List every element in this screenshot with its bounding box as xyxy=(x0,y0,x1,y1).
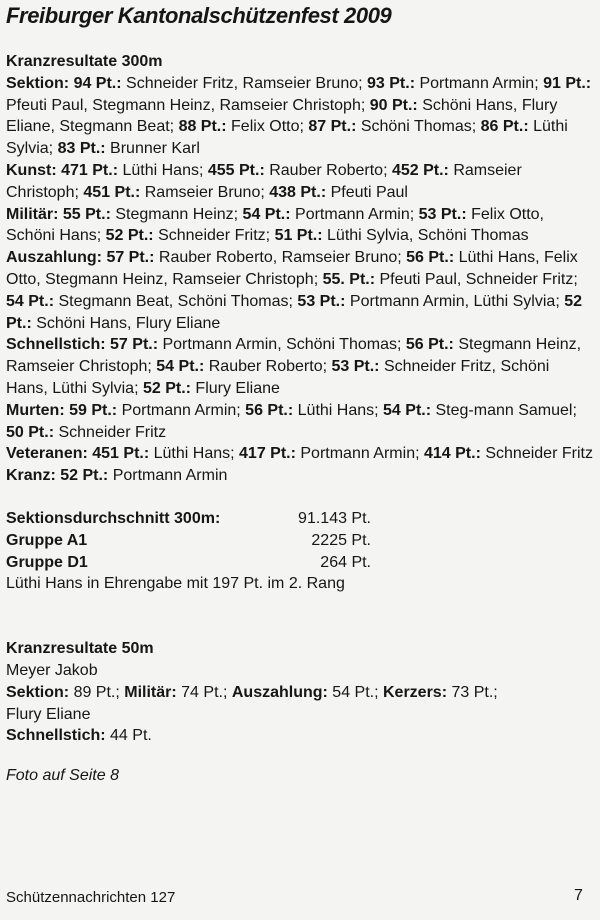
result-paragraph xyxy=(6,443,594,465)
result-names: Schneider Fritz; xyxy=(158,227,275,245)
result-score: 86 Pt.: xyxy=(480,118,534,136)
result-score: 91 Pt.: xyxy=(543,74,592,92)
section-300m-results xyxy=(6,73,594,487)
result-score: 52 Pt.: xyxy=(6,292,582,332)
result-names: Flury Eliane xyxy=(6,705,91,723)
result-names: Lüthi Hans; xyxy=(153,445,240,463)
result-names: Portmann Armin; xyxy=(419,74,544,92)
result-names: 73 Pt.; xyxy=(451,683,498,701)
stats-block xyxy=(6,508,594,595)
result-score: 87 Pt.: xyxy=(308,118,361,136)
result-names: Rauber Roberto; xyxy=(269,161,392,179)
result-names: Lüthi Sylvia, Schöni Thomas xyxy=(327,227,529,245)
result-names: Steg-mann Samuel; xyxy=(435,401,577,419)
result-names: Stegmann Beat, Schöni Thomas; xyxy=(58,292,298,310)
result-paragraph xyxy=(6,682,594,704)
result-names: Schneider Fritz, Schöni Hans, Lüthi Sylvia; xyxy=(6,358,550,397)
result-score: 93 Pt.: xyxy=(367,74,420,92)
result-names: Ramseier Christoph; xyxy=(6,161,522,201)
result-score: 417 Pt.: xyxy=(239,445,301,463)
result-names: Portmann Armin; xyxy=(300,445,424,463)
result-names: Pfeuti Paul, Schneider Fritz; xyxy=(379,270,578,288)
page-number: 7 xyxy=(574,887,583,904)
result-names: Stegmann Heinz; xyxy=(115,205,243,223)
result-score: 54 Pt.: xyxy=(156,358,209,376)
result-names: Rauber Roberto, Ramseier Bruno; xyxy=(158,249,407,267)
result-names: Schneider Fritz xyxy=(58,423,167,441)
result-paragraph xyxy=(6,400,594,444)
result-score: Schnellstich: 57 Pt.: xyxy=(6,336,163,354)
result-score: Auszahlung: xyxy=(231,683,333,701)
result-names: Rauber Roberto; xyxy=(208,358,332,376)
photo-credit: Foto auf Seite 8 xyxy=(6,767,119,785)
result-names: Ramseier Bruno; xyxy=(144,183,270,201)
page-title: Freiburger Kantonalschützenfest 2009 xyxy=(6,3,392,28)
result-names: Brunner Karl xyxy=(110,140,200,158)
result-names: 74 Pt.; xyxy=(181,683,232,701)
stat-row xyxy=(6,530,594,552)
result-score: 56 Pt.: xyxy=(405,336,459,354)
result-names: Portmann Armin; xyxy=(121,401,246,419)
result-names: Schöni Hans, Flury Eliane xyxy=(36,314,221,332)
result-score: 52 Pt.: xyxy=(105,227,159,245)
result-names: Felix Otto; xyxy=(231,118,309,136)
result-score: 414 Pt.: xyxy=(423,445,486,463)
result-score: 83 Pt.: xyxy=(57,140,111,158)
result-names: Schöni Thomas; xyxy=(360,118,481,136)
result-score: 54 Pt.: xyxy=(242,205,296,223)
result-paragraph xyxy=(6,334,594,399)
result-names: Schneider Fritz, Ramseier Bruno; xyxy=(126,74,368,92)
result-paragraph xyxy=(6,160,594,204)
result-names: Pfeuti Paul, Stegmann Heinz, Ramseier Christoph; xyxy=(6,96,370,114)
results-body xyxy=(6,51,594,787)
result-score: Militär: xyxy=(124,683,182,701)
stat-row xyxy=(6,552,594,574)
result-paragraph xyxy=(6,725,594,747)
result-score: Schnellstich: xyxy=(6,727,111,745)
result-names: 54 Pt.; xyxy=(332,683,383,701)
section-50m-heading: Kranzresultate 50m xyxy=(6,640,154,658)
result-names: Portmann Armin; xyxy=(295,205,419,223)
stat-label: Sektionsdurchschnitt 300m: xyxy=(6,509,221,527)
footer-publication: Schützennachrichten 127 xyxy=(6,889,176,906)
result-names: Lüthi Hans, Felix Otto, Stegmann Heinz, Ramseier Christoph; xyxy=(6,249,578,288)
result-score: 90 Pt.: xyxy=(369,96,423,114)
result-score: Veteranen: 451 Pt.: xyxy=(6,445,154,463)
section-50m-results xyxy=(6,682,594,747)
result-score: Sektion: 94 Pt.: xyxy=(6,74,127,92)
result-score: 51 Pt.: xyxy=(274,227,328,245)
stat-value: 2225 Pt. xyxy=(311,531,371,549)
result-names: Pfeuti Paul xyxy=(330,183,408,201)
stat-value: 91.143 Pt. xyxy=(298,509,371,527)
result-names: Flury Eliane xyxy=(195,379,280,397)
result-names: Portmann Armin, Lüthi Sylvia; xyxy=(349,292,565,310)
result-names: Stegmann Heinz, Ramseier Christoph; xyxy=(6,336,582,376)
stat-row xyxy=(6,508,594,530)
stat-label: Gruppe A1 xyxy=(6,531,88,549)
result-score: Sektion: xyxy=(6,683,74,701)
result-score: 53 Pt.: xyxy=(418,205,472,223)
result-score: Auszahlung: 57 Pt.: xyxy=(6,249,159,267)
section-50m-shooter: Meyer Jakob xyxy=(6,661,98,679)
result-score: 53 Pt.: xyxy=(297,292,350,310)
result-names: Schöni Hans, Flury Eliane, Stegmann Beat; xyxy=(6,96,558,136)
result-score: 52 Pt.: xyxy=(142,379,196,397)
result-names: Lüthi Hans; xyxy=(122,161,208,179)
result-paragraph xyxy=(6,465,594,487)
result-names: Schneider Fritz xyxy=(485,445,593,463)
section-300m-heading: Kranzresultate 300m xyxy=(6,53,163,70)
result-score: Kranz: 52 Pt.: xyxy=(6,467,113,485)
result-score: 54 Pt.: xyxy=(383,401,436,419)
result-score: 438 Pt.: xyxy=(269,183,331,201)
result-names: 44 Pt. xyxy=(110,727,152,745)
ehrengabe-note: Lüthi Hans in Ehrengabe mit 197 Pt. im 2. Rang xyxy=(6,575,345,593)
result-paragraph xyxy=(6,247,594,334)
result-paragraph xyxy=(6,704,594,726)
result-score: 53 Pt.: xyxy=(331,358,384,376)
result-score: 50 Pt.: xyxy=(6,423,59,441)
result-score: 451 Pt.: xyxy=(83,183,145,201)
result-names: Lüthi Sylvia; xyxy=(6,118,568,158)
result-names: Portmann Armin, Schöni Thomas; xyxy=(162,336,406,354)
result-names: 89 Pt.; xyxy=(73,683,125,701)
result-names: Felix Otto, Schöni Hans; xyxy=(6,205,544,245)
result-score: 452 Pt.: xyxy=(391,161,454,179)
result-names: Portmann Armin xyxy=(112,467,228,485)
result-score: Kerzers: xyxy=(383,683,452,701)
result-names: Lüthi Hans; xyxy=(297,401,384,419)
result-score: Militär: 55 Pt.: xyxy=(6,205,116,223)
result-score: 54 Pt.: xyxy=(6,292,59,310)
result-score: Murten: 59 Pt.: xyxy=(6,401,122,419)
result-score: 88 Pt.: xyxy=(178,118,232,136)
result-score: 56 Pt.: xyxy=(406,249,459,267)
result-score: 56 Pt.: xyxy=(245,401,298,419)
result-paragraph xyxy=(6,204,594,248)
stat-label: Gruppe D1 xyxy=(6,553,88,571)
result-score: 455 Pt.: xyxy=(207,161,270,179)
result-paragraph xyxy=(6,73,594,160)
result-score: 55. Pt.: xyxy=(322,270,380,288)
result-score: Kunst: 471 Pt.: xyxy=(6,161,123,179)
stat-value: 264 Pt. xyxy=(320,553,371,571)
